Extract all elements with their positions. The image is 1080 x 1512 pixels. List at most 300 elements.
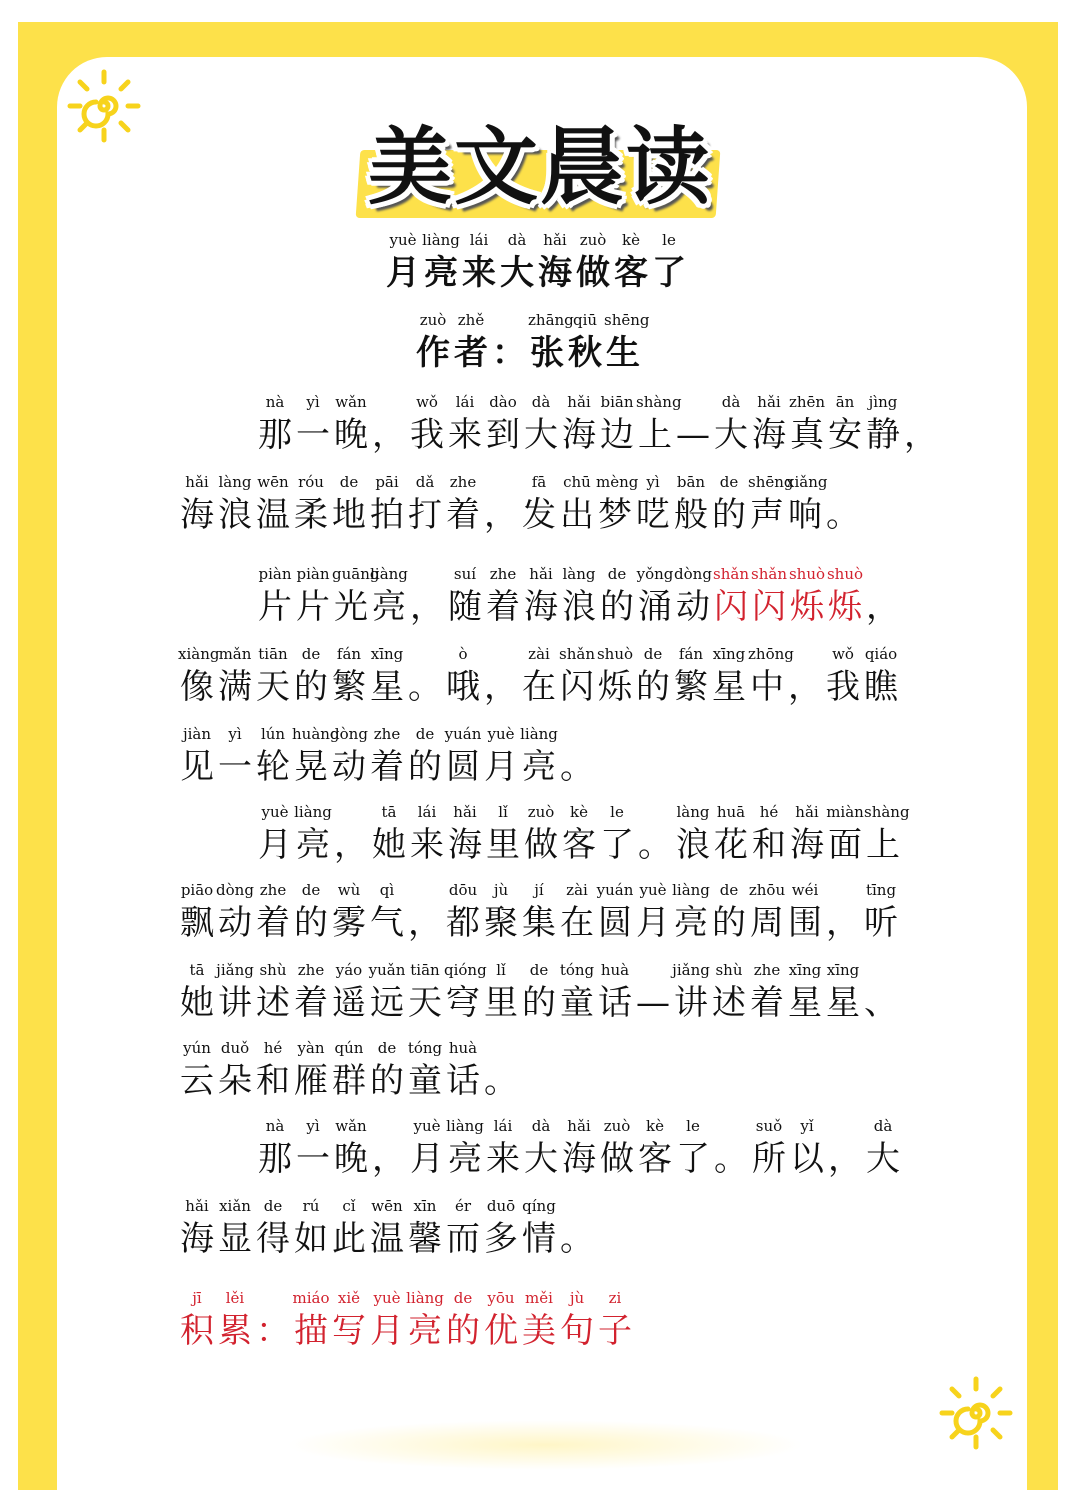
hanzi: 者: [454, 333, 488, 373]
author-line: [414, 308, 650, 374]
pinyin: kè: [570, 803, 588, 821]
hanzi: 。: [826, 495, 860, 535]
pinyin: zuò: [527, 803, 555, 821]
bottom-decoration: [285, 1420, 805, 1470]
hanzi: ：: [256, 1311, 290, 1351]
pinyin: wǎn: [335, 1117, 367, 1135]
ruby-char: [560, 562, 598, 628]
ruby-char: [408, 390, 446, 456]
pinyin: wǎn: [335, 393, 367, 411]
p4-l2-line: [178, 1194, 596, 1260]
ruby-char: [254, 1286, 292, 1352]
pinyin: wǒ: [832, 645, 854, 663]
hanzi: 涌: [638, 587, 672, 627]
ruby-char: [636, 1114, 674, 1180]
pinyin: zuò: [419, 311, 447, 329]
hanzi: 周: [750, 903, 784, 943]
hanzi: 梦: [598, 495, 632, 535]
hanzi: 雁: [294, 1061, 328, 1101]
pinyin: hǎi: [185, 473, 209, 491]
ruby-char: [748, 470, 794, 536]
pinyin: xiàng: [178, 645, 220, 663]
hanzi: 一: [296, 1139, 330, 1179]
ruby-char: [490, 308, 528, 374]
ruby-char: [864, 800, 910, 866]
pinyin: jìng: [868, 393, 898, 411]
pinyin: yǒng: [636, 565, 674, 583]
ruby-char: [788, 1114, 826, 1180]
hanzi: 张: [530, 333, 564, 373]
ruby-char: [446, 562, 484, 628]
sun-icon: [938, 1375, 1014, 1451]
hanzi: 里: [486, 825, 520, 865]
hanzi: 的: [446, 1311, 480, 1351]
hanzi: 童: [408, 1061, 442, 1101]
pinyin: cǐ: [342, 1197, 356, 1215]
ruby-char: [178, 1194, 216, 1260]
pinyin: duō: [486, 1197, 516, 1215]
pinyin: làng: [562, 565, 596, 583]
hanzi: 了: [600, 825, 634, 865]
pinyin: shǎn: [713, 565, 749, 583]
pinyin: de: [719, 881, 739, 899]
pinyin: miáo: [292, 1289, 330, 1307]
hanzi: 大: [714, 415, 748, 455]
ruby-char: [864, 562, 902, 628]
ruby-char: [408, 1114, 446, 1180]
pinyin: tiān: [258, 645, 288, 663]
pinyin: de: [301, 881, 321, 899]
hanzi: 和: [256, 1061, 290, 1101]
pinyin: tīng: [865, 881, 897, 899]
hanzi: 在: [522, 667, 556, 707]
hanzi: 如: [294, 1219, 328, 1259]
hanzi: 得: [256, 1219, 290, 1259]
pinyin: [254, 1286, 292, 1310]
hanzi: 云: [180, 1061, 214, 1101]
ruby-char: [748, 878, 786, 944]
hanzi: 着: [446, 495, 480, 535]
pinyin: róu: [298, 473, 324, 491]
hanzi: 的: [370, 1061, 404, 1101]
pinyin: yuè: [389, 231, 417, 249]
pinyin: wēn: [371, 1197, 403, 1215]
pinyin: zhe: [753, 961, 781, 979]
pinyin: [558, 1194, 596, 1218]
ruby-char: [634, 878, 672, 944]
pinyin: mèng: [596, 473, 639, 491]
pinyin: dà: [507, 231, 527, 249]
ruby-char: [216, 1194, 254, 1260]
ruby-char: [216, 1286, 254, 1352]
hanzi: 边: [600, 415, 634, 455]
ruby-char: [414, 308, 452, 374]
hanzi: 飘: [180, 903, 214, 943]
pinyin: hǎi: [543, 231, 567, 249]
pinyin: jù: [569, 1289, 585, 1307]
hanzi: 到: [486, 415, 520, 455]
ruby-char: [558, 1286, 596, 1352]
pinyin: yáo: [335, 961, 363, 979]
hanzi: 柔: [294, 495, 328, 535]
hanzi: 作: [416, 333, 450, 373]
hanzi: 话: [598, 983, 632, 1023]
pinyin: yuè: [487, 725, 515, 743]
pinyin: liàng: [294, 803, 332, 821]
ruby-char: [254, 1036, 292, 1102]
ruby-char: [560, 800, 598, 866]
ruby-char: [826, 390, 864, 456]
pinyin: de: [301, 645, 321, 663]
hanzi: 显: [218, 1219, 252, 1259]
pinyin: wù: [337, 881, 361, 899]
pinyin: le: [662, 231, 676, 249]
p2-l2-line: [178, 642, 900, 708]
pinyin: duǒ: [220, 1039, 250, 1057]
pinyin: jù: [493, 881, 509, 899]
ruby-char: [216, 878, 254, 944]
ruby-char: [370, 562, 408, 628]
hanzi: 气: [370, 903, 404, 943]
ruby-char: [254, 958, 292, 1024]
ruby-char: [902, 390, 940, 456]
pinyin: zhōng: [748, 645, 794, 663]
pinyin: lái: [455, 393, 475, 411]
pinyin: fán: [336, 645, 362, 663]
pinyin: shuò: [788, 565, 826, 583]
pinyin: yàn: [297, 1039, 325, 1057]
ruby-char: [482, 878, 520, 944]
pinyin: zhāng: [528, 311, 574, 329]
pinyin: zhe: [373, 725, 401, 743]
hanzi: 客: [562, 825, 596, 865]
ruby-char: [444, 878, 482, 944]
hanzi: 繁: [332, 667, 366, 707]
ruby-char: [862, 958, 900, 1024]
pinyin: qiáo: [864, 645, 898, 663]
hanzi: 馨: [408, 1219, 442, 1259]
hanzi: 大: [866, 1139, 900, 1179]
p2-l1-line: [256, 562, 902, 628]
hanzi: ，: [410, 587, 444, 627]
pinyin: huà: [448, 1039, 478, 1057]
ruby-char: [522, 390, 560, 456]
pinyin: de: [339, 473, 359, 491]
pinyin: zhě: [457, 311, 485, 329]
hanzi: 海: [538, 253, 572, 293]
hanzi: 写: [332, 1311, 366, 1351]
ruby-char: [292, 642, 330, 708]
p3-l2-line: [178, 878, 900, 944]
ruby-char: [824, 958, 862, 1024]
ruby-char: [368, 878, 406, 944]
hanzi: 所: [752, 1139, 786, 1179]
pinyin: fā: [531, 473, 547, 491]
hanzi: 做: [600, 1139, 634, 1179]
hanzi: 动: [218, 903, 252, 943]
pinyin: hǎi: [567, 1117, 591, 1135]
hanzi: 上: [638, 415, 672, 455]
hanzi: 温: [256, 495, 290, 535]
ruby-char: [750, 562, 788, 628]
pinyin: liàng: [422, 231, 460, 249]
pinyin: jí: [534, 881, 544, 899]
pinyin: le: [610, 803, 624, 821]
hanzi: 讲: [674, 983, 708, 1023]
pinyin: de: [263, 1197, 283, 1215]
pinyin: jiàn: [182, 725, 212, 743]
hanzi: ，: [788, 667, 822, 707]
ruby-char: [256, 1114, 294, 1180]
hanzi: 闪: [714, 587, 748, 627]
pinyin: lái: [417, 803, 437, 821]
pinyin: [634, 958, 672, 982]
hanzi: 的: [712, 903, 746, 943]
hanzi: 星: [788, 983, 822, 1023]
ruby-char: [482, 470, 520, 536]
ruby-char: [256, 800, 294, 866]
pinyin: yǐ: [800, 1117, 814, 1135]
ruby-char: [178, 1286, 216, 1352]
ruby-char: [558, 878, 596, 944]
hanzi: ，: [408, 903, 442, 943]
pinyin: lěi: [225, 1289, 245, 1307]
hanzi: 群: [332, 1061, 366, 1101]
pinyin: [558, 722, 596, 746]
ruby-char: [452, 308, 490, 374]
pinyin: nà: [265, 1117, 285, 1135]
ruby-char: [520, 1194, 558, 1260]
pinyin: yuè: [373, 1289, 401, 1307]
ruby-char: [522, 1114, 560, 1180]
hanzi: 来: [410, 825, 444, 865]
hanzi: ，: [484, 667, 518, 707]
ruby-char: [574, 228, 612, 294]
hanzi: 话: [446, 1061, 480, 1101]
pinyin: de: [377, 1039, 397, 1057]
pinyin: yì: [306, 393, 320, 411]
ruby-char: [460, 228, 498, 294]
pinyin: [824, 470, 862, 494]
page-title: 美文晨读: [367, 118, 712, 216]
ruby-char: [406, 722, 444, 788]
ruby-char: [368, 470, 406, 536]
hanzi: 真: [790, 415, 824, 455]
hanzi: 月: [484, 747, 518, 787]
ruby-char: [612, 228, 650, 294]
hanzi: 大: [500, 253, 534, 293]
pinyin: liàng: [370, 565, 408, 583]
ruby-char: [788, 800, 826, 866]
hanzi: 情: [522, 1219, 556, 1259]
hanzi: 海: [524, 587, 558, 627]
hanzi: 的: [712, 495, 746, 535]
ruby-char: [330, 1194, 368, 1260]
ruby-char: [636, 562, 674, 628]
summary-line: [178, 1286, 634, 1352]
hanzi: 烁: [828, 587, 862, 627]
ruby-char: [672, 878, 710, 944]
pinyin: suǒ: [755, 1117, 783, 1135]
ruby-char: [520, 642, 558, 708]
ruby-char: [294, 1114, 332, 1180]
ruby-char: [292, 470, 330, 536]
ruby-char: [748, 642, 794, 708]
ruby-char: [558, 642, 596, 708]
hanzi: 海: [448, 825, 482, 865]
hanzi: 亮: [296, 825, 330, 865]
hanzi: ，: [904, 415, 938, 455]
ruby-char: [786, 878, 824, 944]
pinyin: [490, 308, 528, 332]
ruby-char: [786, 958, 824, 1024]
hanzi: 亮: [674, 903, 708, 943]
ruby-char: [634, 958, 672, 1024]
pinyin: yuè: [413, 1117, 441, 1135]
ruby-char: [522, 562, 560, 628]
ruby-char: [672, 958, 710, 1024]
hanzi: 烁: [790, 587, 824, 627]
p3-l4-line: [178, 1036, 520, 1102]
hanzi: ，: [828, 1139, 862, 1179]
pinyin: hǎi: [185, 1197, 209, 1215]
ruby-char: [178, 470, 216, 536]
hanzi: 在: [560, 903, 594, 943]
hanzi: ，: [372, 1139, 406, 1179]
hanzi: 天: [256, 667, 290, 707]
ruby-char: [598, 562, 636, 628]
hanzi: 都: [446, 903, 480, 943]
pinyin: jī: [192, 1289, 202, 1307]
ruby-char: [558, 470, 596, 536]
ruby-char: [294, 390, 332, 456]
pinyin: [370, 390, 408, 414]
ruby-char: [634, 642, 672, 708]
hanzi: 发: [522, 495, 556, 535]
hanzi: 。: [638, 825, 672, 865]
p2-l3-line: [178, 722, 596, 788]
hanzi: 月: [410, 1139, 444, 1179]
ruby-char: [786, 470, 828, 536]
hanzi: 遥: [332, 983, 366, 1023]
hanzi: 着: [486, 587, 520, 627]
ruby-char: [710, 878, 748, 944]
ruby-char: [178, 722, 216, 788]
hanzi: 片: [258, 587, 292, 627]
ruby-char: [750, 800, 788, 866]
ruby-char: [406, 1036, 444, 1102]
ruby-char: [444, 722, 482, 788]
hanzi: 我: [410, 415, 444, 455]
pinyin: zhe: [489, 565, 517, 583]
pinyin: de: [415, 725, 435, 743]
pinyin: [406, 878, 444, 902]
pinyin: mǎn: [218, 645, 252, 663]
ruby-char: [558, 722, 596, 788]
pinyin: lái: [493, 1117, 513, 1135]
ruby-char: [330, 1286, 368, 1352]
pinyin: dòng: [330, 725, 368, 743]
pinyin: zuò: [603, 1117, 631, 1135]
ruby-char: [484, 390, 522, 456]
hanzi: 拍: [370, 495, 404, 535]
ruby-char: [826, 800, 864, 866]
hanzi: 、: [864, 983, 898, 1023]
hanzi: ，: [826, 903, 860, 943]
hanzi: 雾: [332, 903, 366, 943]
ruby-char: [864, 1114, 902, 1180]
ruby-char: [406, 1286, 444, 1352]
ruby-char: [528, 308, 574, 374]
pinyin: [786, 642, 824, 666]
pinyin: dà: [873, 1117, 893, 1135]
hanzi: 讲: [218, 983, 252, 1023]
ruby-char: [748, 958, 786, 1024]
ruby-char: [482, 722, 520, 788]
hanzi: 大: [524, 1139, 558, 1179]
hanzi: 月: [370, 1311, 404, 1351]
hanzi: 亮: [408, 1311, 442, 1351]
hanzi: 海: [790, 825, 824, 865]
ruby-char: [674, 562, 712, 628]
hanzi: 亮: [372, 587, 406, 627]
ruby-char: [712, 562, 750, 628]
ruby-char: [178, 642, 220, 708]
poem-title-line: [384, 228, 688, 294]
hanzi: 了: [676, 1139, 710, 1179]
pinyin: shù: [259, 961, 287, 979]
ruby-char: [216, 958, 254, 1024]
pinyin: zài: [566, 881, 588, 899]
pinyin: [482, 1036, 520, 1060]
ruby-char: [422, 228, 460, 294]
hanzi: 出: [560, 495, 594, 535]
pinyin: shù: [715, 961, 743, 979]
pinyin: dǎ: [415, 473, 435, 491]
ruby-char: [786, 642, 824, 708]
pinyin: zuò: [579, 231, 607, 249]
pinyin: zhe: [297, 961, 325, 979]
ruby-char: [482, 1286, 520, 1352]
hanzi: 那: [258, 415, 292, 455]
hanzi: 安: [828, 415, 862, 455]
ruby-char: [864, 390, 902, 456]
pinyin: yì: [228, 725, 242, 743]
pinyin: huàng: [292, 725, 340, 743]
ruby-char: [712, 390, 750, 456]
hanzi: 亮: [448, 1139, 482, 1179]
ruby-char: [330, 1036, 368, 1102]
pinyin: liàng: [446, 1117, 484, 1135]
ruby-char: [824, 470, 862, 536]
pinyin: nà: [265, 393, 285, 411]
ruby-char: [558, 1194, 596, 1260]
ruby-char: [444, 1194, 482, 1260]
pinyin: shēng: [604, 311, 650, 329]
hanzi: 穹: [446, 983, 480, 1023]
pinyin: hé: [759, 803, 779, 821]
pinyin: dòng: [674, 565, 712, 583]
ruby-char: [444, 642, 482, 708]
ruby-char: [498, 228, 536, 294]
hanzi: 闪: [560, 667, 594, 707]
hanzi: 听: [864, 903, 898, 943]
hanzi: —: [676, 415, 710, 455]
pinyin: tiān: [410, 961, 440, 979]
pinyin: zhe: [259, 881, 287, 899]
hanzi: 一: [296, 415, 330, 455]
pinyin: de: [719, 473, 739, 491]
